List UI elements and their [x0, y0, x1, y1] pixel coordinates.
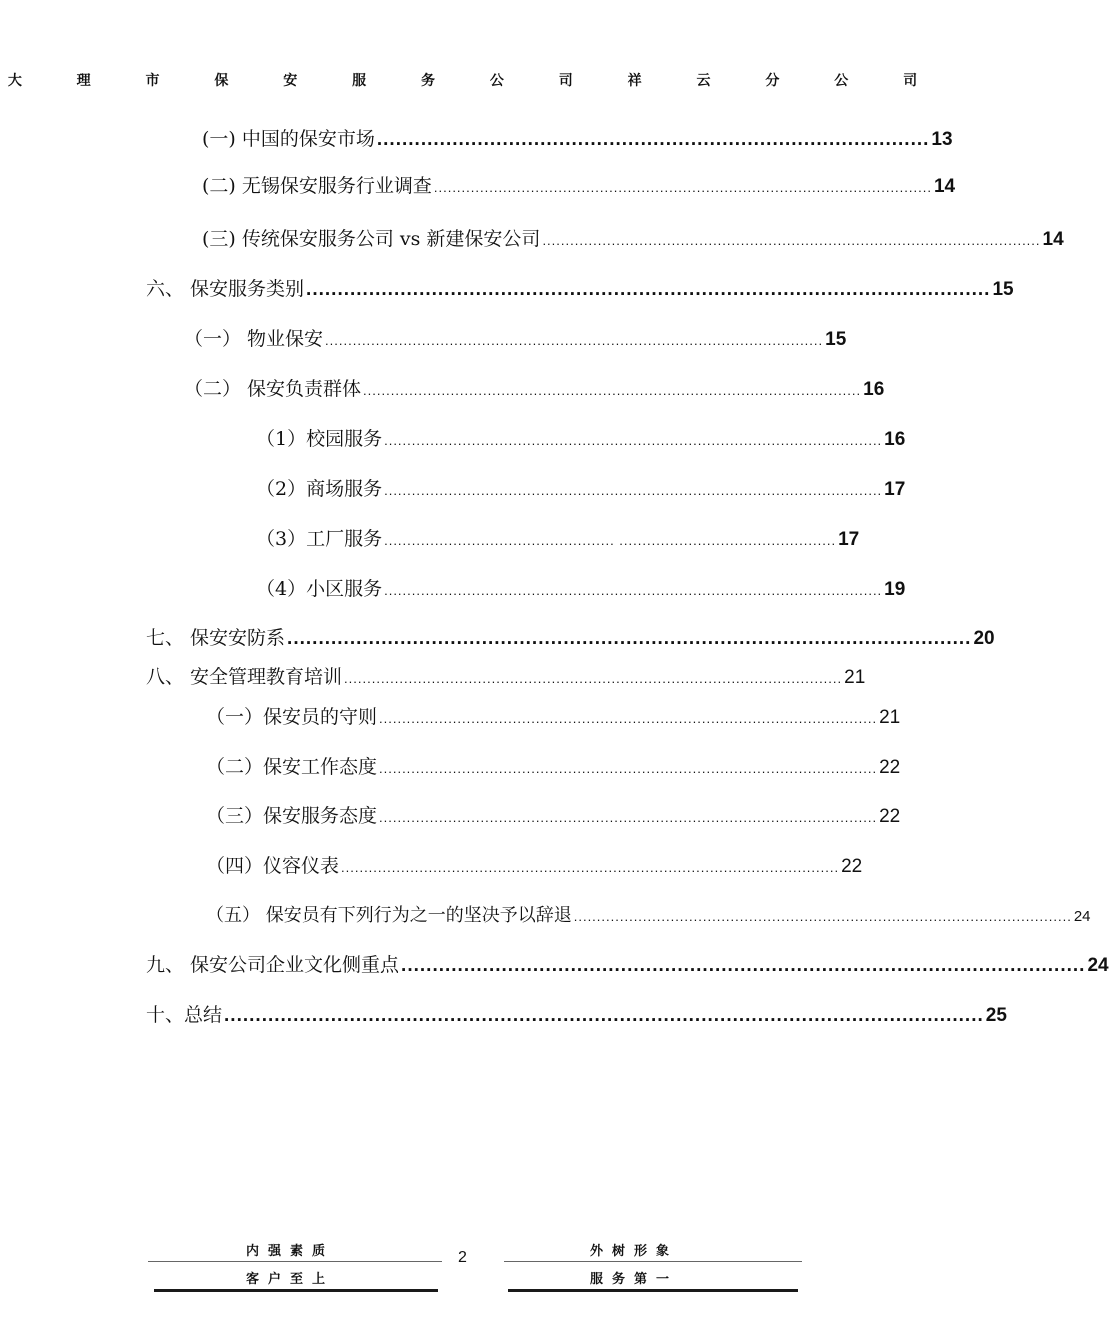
toc-entry-page: 15: [992, 279, 1014, 300]
toc-entry-page: 14: [933, 176, 956, 197]
toc-entry[interactable]: [202, 224, 1064, 251]
toc-entry-page: 21: [844, 667, 866, 688]
toc-entry[interactable]: [146, 1000, 1007, 1027]
toc-entry[interactable]: [256, 524, 860, 551]
toc-leader-dots: ............................................................................................................: [344, 671, 843, 686]
toc-entry[interactable]: [206, 702, 901, 729]
toc-entry-page: 19: [884, 579, 906, 600]
toc-entry-label: （二）保安工作态度: [206, 756, 378, 778]
toc-entry[interactable]: [206, 851, 863, 878]
toc-leader-dots: ............................................................................................................: [325, 333, 824, 348]
toc-leader-dots: ........................................................................................: [376, 129, 930, 150]
footer-divider-left: [148, 1261, 442, 1262]
toc-entry-page: 21: [879, 707, 901, 728]
toc-entry-page: 17: [838, 529, 860, 550]
toc-entry[interactable]: [202, 124, 953, 151]
footer-motto-right-bottom: 服务第一: [590, 1272, 679, 1287]
toc-entry[interactable]: [256, 474, 906, 501]
toc-leader-dots: ............................................................................................................: [542, 233, 1041, 248]
toc-leader-dots: .............................................................................................................: [287, 628, 972, 649]
toc-entry-page: 25: [985, 1005, 1007, 1026]
toc-entry-label: 六、 保安服务类别: [146, 278, 305, 300]
toc-entry[interactable]: [184, 374, 885, 401]
toc-entry[interactable]: [146, 662, 866, 689]
toc-leader-dots: .............................................................................................................: [401, 955, 1086, 976]
toc-entry-page: 17: [884, 479, 906, 500]
toc-leader-dots: ............................................................................................................: [384, 433, 883, 448]
toc-entry-page: 24: [1073, 908, 1091, 925]
footer-motto-left-bottom: 客户至上: [246, 1272, 335, 1287]
toc-entry-label: （2）商场服务: [256, 478, 383, 500]
toc-entry-label: (二) 无锡保安服务行业调查: [202, 175, 432, 197]
toc-leader-dots: ............................................................................................................: [384, 583, 883, 598]
toc-entry-page: 22: [841, 856, 863, 877]
footer-motto-left-top: 内强素质: [246, 1244, 335, 1259]
toc-entry-label: （二） 保安负责群体: [184, 378, 362, 400]
toc-entry[interactable]: [206, 752, 901, 779]
toc-entry-page: 14: [1042, 229, 1064, 250]
toc-entry-label: （一） 物业保安: [184, 328, 324, 350]
toc-leader-dots: ............................................................................................................: [573, 909, 1072, 924]
toc-entry-page: 15: [825, 329, 847, 350]
toc-entry-label: （1）校园服务: [256, 428, 383, 450]
toc-leader-dots: ............................................................................................................: [341, 860, 840, 875]
toc-entry-label: 七、 保安安防系: [146, 627, 286, 649]
toc-entry-label: 十、总结: [146, 1004, 223, 1026]
toc-entry[interactable]: [146, 950, 1109, 977]
toc-leader-dots: ............................................................................................................: [384, 483, 883, 498]
toc-entry-page: 24: [1087, 955, 1109, 976]
page-number: 2: [458, 1249, 467, 1266]
toc-entry-label: （五） 保安员有下列行为之一的坚决予以辞退: [206, 905, 572, 926]
toc-entry-label: （三）保安服务态度: [206, 805, 378, 827]
toc-entry-page: 20: [973, 628, 995, 649]
toc-entry-label: （四）仪容仪表: [206, 855, 340, 877]
toc-entry-page: 16: [884, 429, 906, 450]
toc-entry[interactable]: [184, 324, 847, 351]
toc-entry[interactable]: [206, 801, 901, 828]
page-header: 大 理 市 保 安 服 务 公 司 祥 云 分 公 司: [7, 73, 943, 89]
toc-leader-dots: ............................................................................................................: [433, 180, 932, 195]
toc-leader-dots: ............................................................................................................: [379, 761, 878, 776]
toc-leader-dots: .............................................................................................................: [306, 279, 991, 300]
toc-leader-dots: .........................................................................................................................: [224, 1005, 984, 1026]
toc-entry[interactable]: [256, 574, 906, 601]
toc-entry-label: (一) 中国的保安市场: [202, 128, 375, 150]
toc-leader-dots: ............................................................................................................: [363, 383, 862, 398]
toc-entry[interactable]: [146, 623, 995, 650]
footer-rule-right: [508, 1289, 798, 1292]
toc-entry-label: （3）工厂服务: [256, 528, 383, 550]
footer-motto-right-top: 外树形象: [590, 1244, 679, 1259]
toc-entry-page: 22: [879, 757, 901, 778]
toc-entry-page: 13: [931, 129, 953, 150]
toc-leader-dots: .................................................. ...............................................: [384, 533, 837, 548]
toc-entry-label: （一）保安员的守则: [206, 706, 378, 728]
toc-entry-label: （4）小区服务: [256, 578, 383, 600]
toc-entry[interactable]: [146, 274, 1014, 301]
toc-entry-label: 八、 安全管理教育培训: [146, 666, 343, 688]
toc-entry[interactable]: [202, 171, 956, 198]
toc-entry[interactable]: [256, 424, 906, 451]
footer-rule-left: [154, 1289, 438, 1292]
footer-divider-right: [504, 1261, 802, 1262]
toc-entry[interactable]: [206, 901, 1091, 927]
toc-entry-page: 16: [863, 379, 885, 400]
toc-leader-dots: ............................................................................................................: [379, 810, 878, 825]
toc-entry-label: 九、 保安公司企业文化侧重点: [146, 954, 400, 976]
toc-leader-dots: ............................................................................................................: [379, 711, 878, 726]
toc-entry-page: 22: [879, 806, 901, 827]
toc-entry-label: (三) 传统保安服务公司 vs 新建保安公司: [202, 228, 541, 250]
